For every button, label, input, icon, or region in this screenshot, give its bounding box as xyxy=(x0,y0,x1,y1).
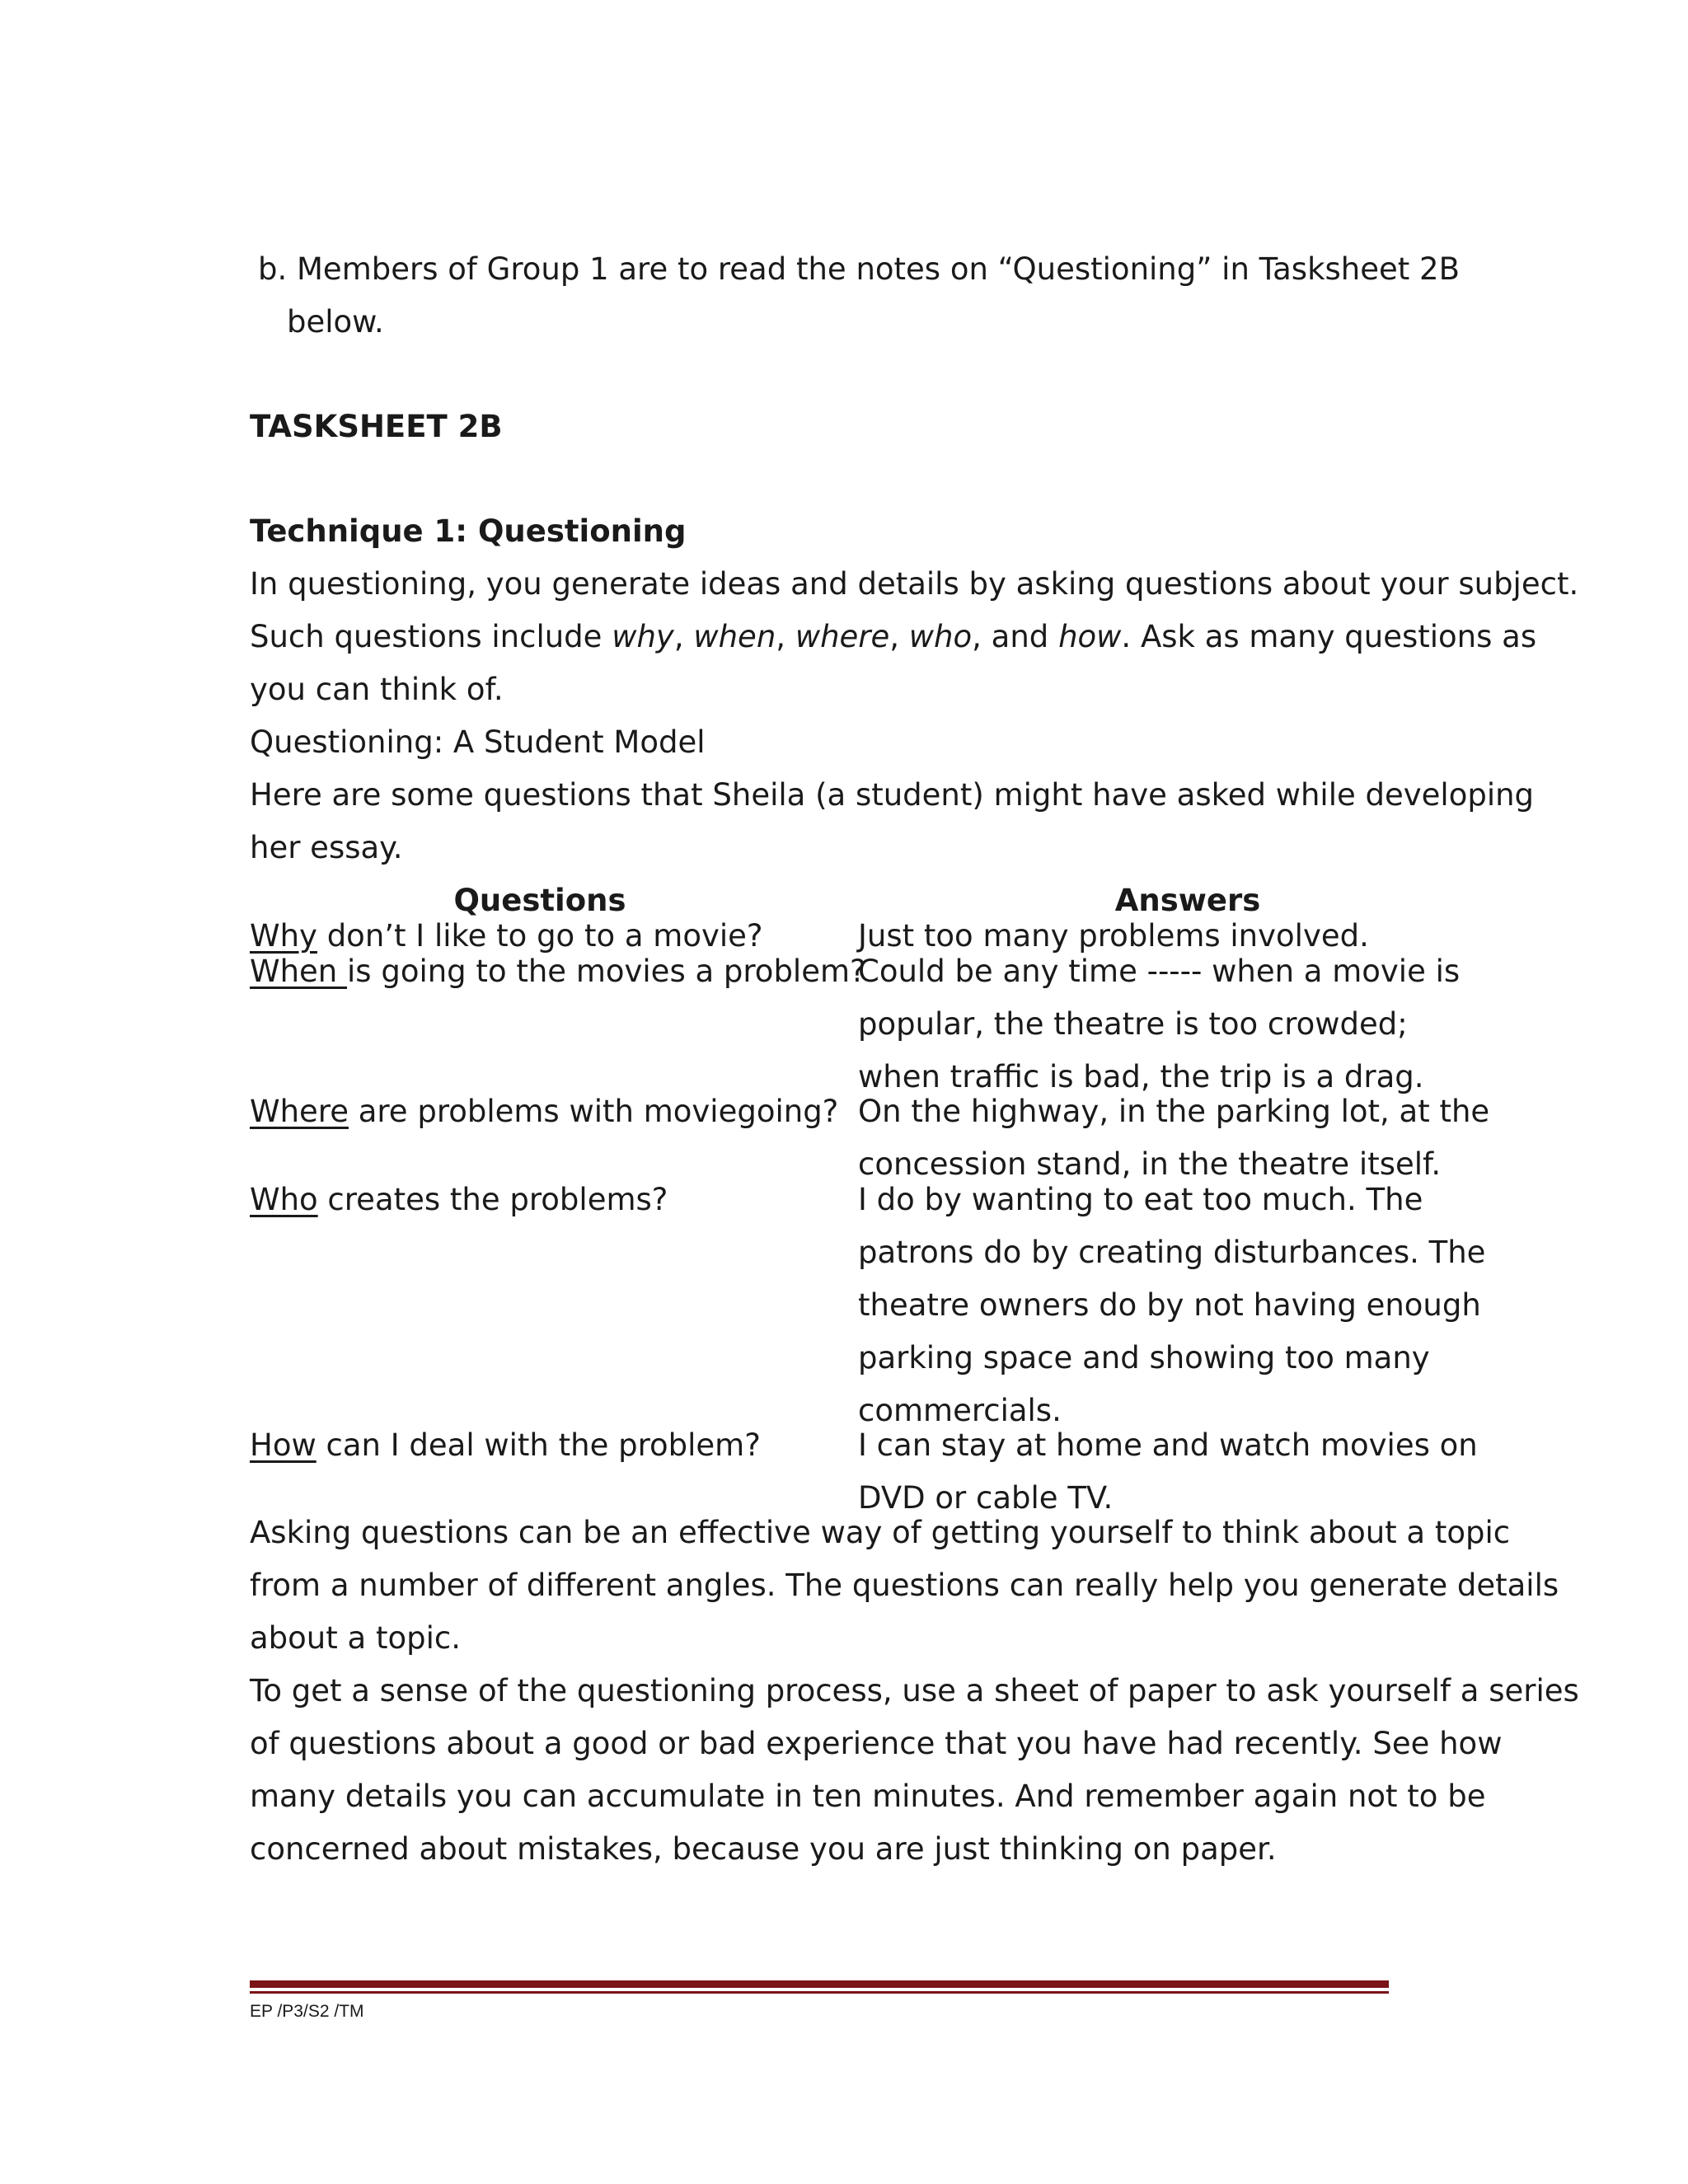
question-who xyxy=(250,1182,668,1218)
answer-line: Just too many problems involved. xyxy=(858,918,1369,954)
para3-line-3: about a topic. xyxy=(250,1620,461,1656)
question-word: Who xyxy=(250,1182,318,1217)
para2-line-2: her essay. xyxy=(250,830,403,865)
question-word: Why xyxy=(250,918,317,954)
para1-text: . Ask as many questions as xyxy=(1121,619,1537,654)
answer-line: On the highway, in the parking lot, at the xyxy=(858,1094,1490,1129)
question-when xyxy=(250,954,866,990)
question-text: don’t I like to go to a movie? xyxy=(316,918,763,954)
para1-line-2 xyxy=(250,611,1536,663)
question-word: Where xyxy=(250,1094,349,1129)
intro-line-1: b. Members of Group 1 are to read the notes on “Questioning” in Tasksheet 2B xyxy=(258,251,1460,287)
keyword-where: where xyxy=(795,619,890,654)
answer-who xyxy=(858,1182,1485,1429)
answers-header: Answers xyxy=(1114,883,1261,918)
answer-line: when traffic is bad, the trip is a drag. xyxy=(858,1059,1424,1094)
keyword-how: how xyxy=(1058,619,1122,654)
model-title: Questioning: A Student Model xyxy=(250,724,706,760)
answer-line: commercials. xyxy=(858,1393,1062,1428)
questions-header: Questions xyxy=(453,883,626,918)
para4-line-4: concerned about mistakes, because you are just thinking on paper. xyxy=(250,1831,1277,1867)
separator: , xyxy=(673,619,694,654)
answer-how xyxy=(858,1427,1478,1516)
tasksheet-title: TASKSHEET 2B xyxy=(250,409,503,444)
separator: , xyxy=(889,619,909,654)
question-word: When xyxy=(250,954,348,989)
keyword-who: who xyxy=(908,619,973,654)
answer-line: I can stay at home and watch movies on xyxy=(858,1427,1478,1463)
question-text: are problems with moviegoing? xyxy=(348,1094,839,1129)
question-text: can I deal with the problem? xyxy=(316,1427,761,1463)
question-how xyxy=(250,1427,761,1464)
answer-line: theatre owners do by not having enough xyxy=(858,1287,1481,1323)
question-where xyxy=(250,1094,838,1130)
para4-line-1: To get a sense of the questioning process, use a sheet of paper to ask yourself a series xyxy=(250,1673,1579,1708)
question-text: creates the problems? xyxy=(317,1182,668,1217)
para4-line-2: of questions about a good or bad experience that you have had recently. See how xyxy=(250,1726,1503,1761)
footer-code: EP /P3/S2 /TM xyxy=(250,2002,364,2021)
footer-rule-thin xyxy=(250,1991,1389,1994)
question-text: is going to the movies a problem? xyxy=(347,954,866,989)
question-why xyxy=(250,918,763,954)
para4-line-3: many details you can accumulate in ten minutes. And remember again not to be xyxy=(250,1779,1486,1814)
answer-line: parking space and showing too many xyxy=(858,1340,1430,1376)
keyword-why: why xyxy=(612,619,674,654)
intro-line-2: below. xyxy=(287,304,384,340)
question-word: How xyxy=(250,1427,316,1463)
separator: , xyxy=(776,619,795,654)
para1-line-1: In questioning, you generate ideas and details by asking questions about your subject. xyxy=(250,566,1579,602)
answer-line: popular, the theatre is too crowded; xyxy=(858,1006,1408,1042)
para3-line-1: Asking questions can be an effective way of getting yourself to think about a topic xyxy=(250,1515,1511,1550)
answer-line: DVD or cable TV. xyxy=(858,1480,1114,1516)
para2-line-1: Here are some questions that Sheila (a student) might have asked while developing xyxy=(250,777,1535,813)
answer-when xyxy=(858,954,1460,1095)
answer-why xyxy=(858,918,1369,954)
footer-rule-thick xyxy=(250,1980,1389,1988)
answer-line: concession stand, in the theatre itself. xyxy=(858,1146,1442,1182)
answer-line: I do by wanting to eat too much. The xyxy=(858,1182,1423,1217)
separator: , and xyxy=(972,619,1059,654)
keyword-when: when xyxy=(693,619,776,654)
technique-title: Technique 1: Questioning xyxy=(250,513,687,549)
para1-line-3: you can think of. xyxy=(250,672,504,707)
answer-line: patrons do by creating disturbances. The xyxy=(858,1235,1486,1270)
answer-line: Could be any time ----- when a movie is xyxy=(858,954,1461,989)
para1-text: Such questions include xyxy=(250,619,612,654)
answer-where xyxy=(858,1094,1489,1183)
para3-line-2: from a number of different angles. The questions can really help you generate details xyxy=(250,1568,1559,1603)
